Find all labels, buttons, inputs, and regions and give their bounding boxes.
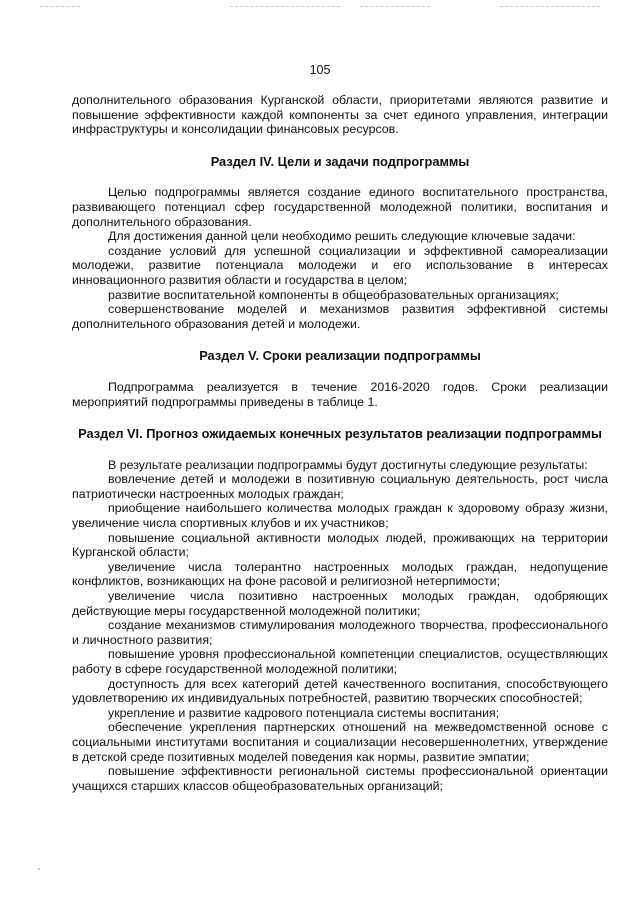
scan-artifact-line: [40, 6, 80, 7]
section-4-list-item: совершенствование моделей и механизмов развития эффективной системы дополнительного образования детей и молодежи.: [72, 302, 608, 331]
section-6-list-item: вовлечение детей и молодежи в позитивную социальную деятельность, рост числа патриотически настроенных молодых граждан;: [72, 472, 608, 501]
intro-paragraph: дополнительного образования Курганской области, приоритетами являются развитие и повышение эффективности каждой компоненты за счет единого управления, интеграции инфраструктуры и консолидации финансовых ресурсов.: [72, 93, 608, 137]
section-6-paragraph: В результате реализации подпрограммы будут достигнуты следующие результаты:: [108, 457, 588, 472]
scan-artifact-line: [360, 6, 430, 7]
section-6-list-item: повышение уровня профессиональной компетенции специалистов, осуществляющих работу в сфере государственной молодежной политики;: [72, 647, 608, 676]
section-4-paragraph: Целью подпрограммы является создание единого воспитательного пространства, развивающего потенциал сфер государственной молодежной политики, воспитания и дополнительного образования.: [72, 185, 608, 229]
section-6-list-item: повышение социальной активности молодых людей, проживающих на территории Курганской области;: [72, 530, 608, 560]
section-4-list-item: создание условий для успешной социализации и эффективной самореализации молодежи, развитие потенциала молодежи и его использование в интересах инновационного развития области и государства в целом;: [72, 243, 608, 287]
section-4-heading: Раздел IV. Цели и задачи подпрограммы: [210, 153, 470, 169]
section-6-list-item: увеличение числа толерантно настроенных молодых граждан, недопущение конфликтов, возникающих на фоне расовой и религиозной нетерпимости;: [72, 559, 608, 589]
section-5-heading: Раздел V. Сроки реализации подпрограммы: [199, 348, 481, 364]
section-4-list-item: развитие воспитательной компоненты в общеобразовательных организациях;: [108, 287, 559, 302]
document-body: [72, 93, 608, 793]
scan-artifact-dot: [38, 868, 40, 870]
section-6-list-item: создание механизмов стимулирования молодежного творчества, профессионального и личностного развития;: [72, 618, 608, 647]
section-6-list-item: увеличение числа позитивно настроенных молодых граждан, одобряющих действующие меры государственной молодежной политики;: [72, 589, 608, 618]
scan-artifact-line: [500, 6, 600, 7]
section-4-paragraph: Для достижения данной цели необходимо решить следующие ключевые задачи:: [108, 229, 576, 244]
section-5-paragraph: Подпрограмма реализуется в течение 2016-2020 годов. Сроки реализации мероприятий подпрограммы приведены в таблице 1.: [72, 379, 608, 409]
section-6-list-item: повышение эффективности региональной системы профессиональной ориентации учащихся старших классов общеобразовательных организаций;: [72, 764, 608, 793]
scan-artifact-line: [230, 6, 340, 7]
section-6-list-item: укрепление и развитие кадрового потенциала системы воспитания;: [108, 705, 500, 720]
page-number: 105: [309, 63, 331, 77]
section-6-list-item: доступность для всех категорий детей качественного воспитания, способствующего удовлетворению их индивидуальных потребностей, развитию творческих способностей;: [72, 676, 608, 706]
section-6-list-item: приобщение наибольшего количества молодых граждан к здоровому образу жизни, увеличение числа спортивных клубов и их участников;: [72, 501, 608, 531]
section-6-list-item: обеспечение укрепления партнерских отношений на межведомственной основе с социальными институтами воспитания и социализации несовершеннолетних, утверждение в детской среде позитивных моделей поведения как нормы, развитие эмпатии;: [72, 720, 608, 764]
section-6-heading: Раздел VI. Прогноз ожидаемых конечных результатов реализации подпрограммы: [78, 426, 602, 442]
